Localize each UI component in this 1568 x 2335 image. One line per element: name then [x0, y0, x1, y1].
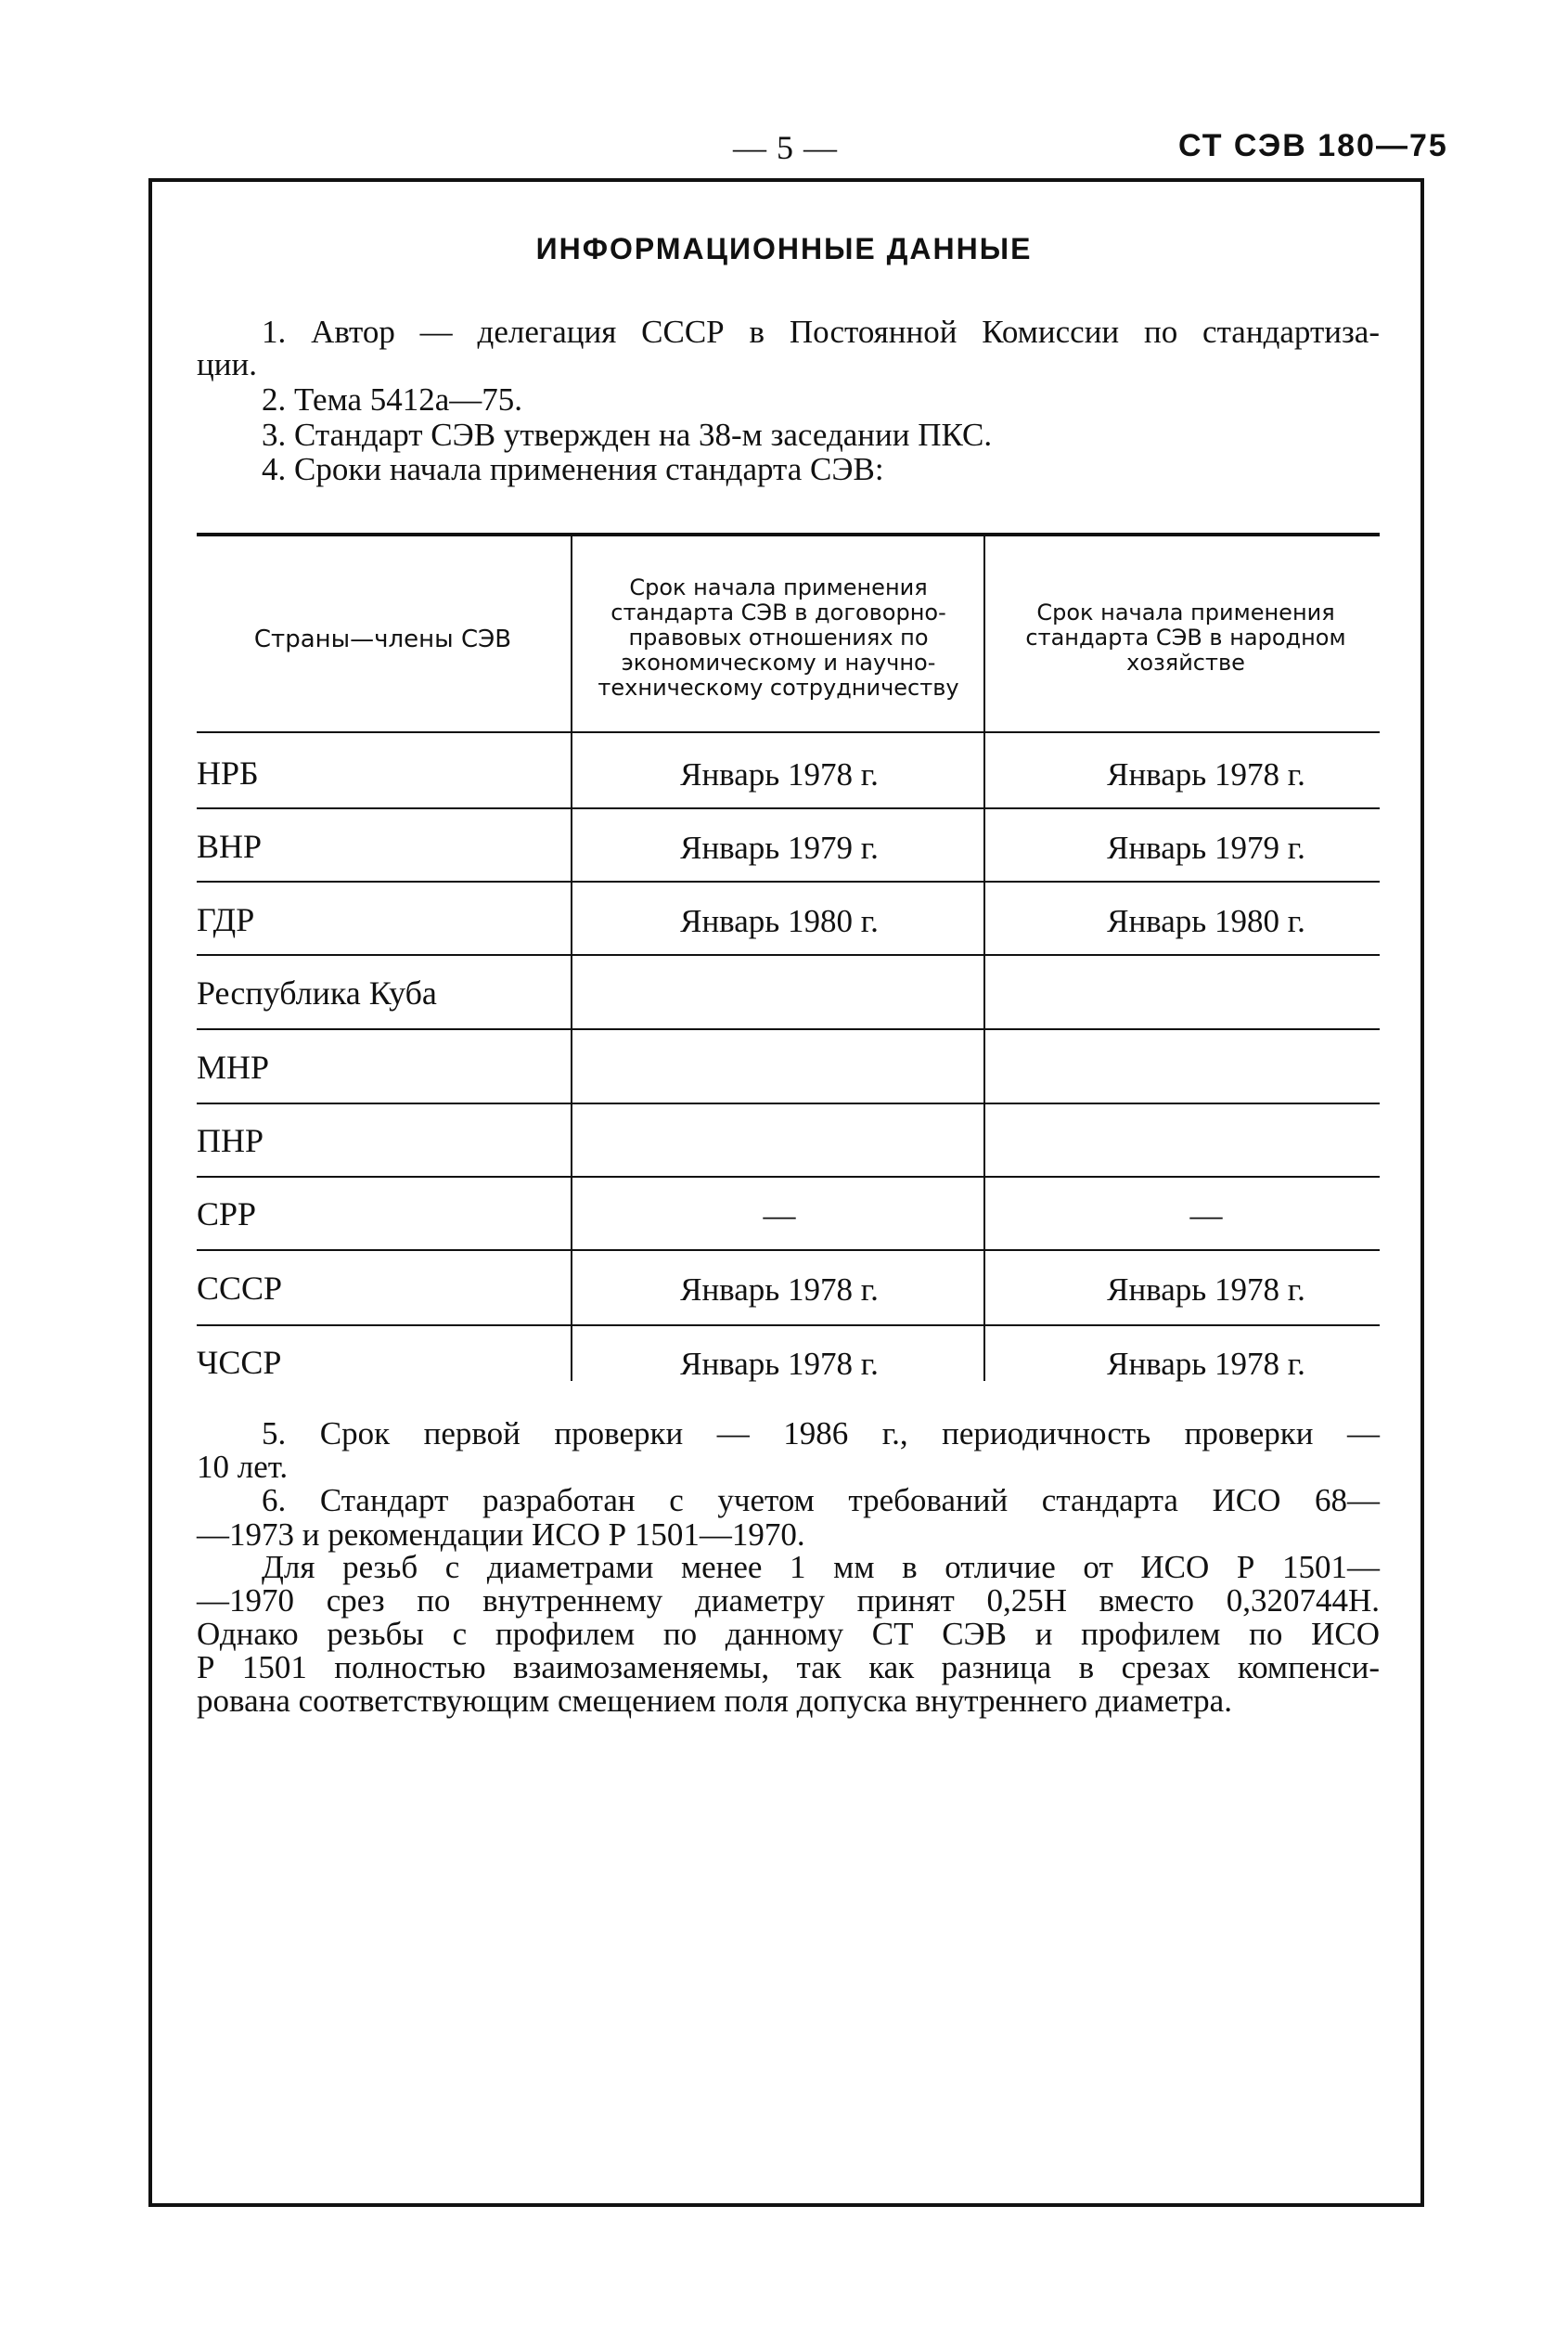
table-header-rule [197, 731, 1380, 733]
country-cell: ПНР [197, 1122, 264, 1159]
country-cell: ЧССР [197, 1344, 282, 1381]
table-header-economy-date: Срок начала применения стандарта СЭВ в народном хозяйстве [1025, 600, 1346, 676]
economy-date-cell: Январь 1978 г. [1107, 1271, 1305, 1308]
table-row-rule [197, 954, 1380, 956]
economy-date-cell: Январь 1978 г. [1107, 1346, 1305, 1382]
note-line-3: Однако резьбы с профилем по данному СТ СЭВ и профилем по ИСО [197, 1616, 1380, 1652]
contract-date-cell: Январь 1978 г. [680, 756, 879, 793]
economy-date-cell: Январь 1978 г. [1107, 756, 1305, 793]
contract-date-cell: Январь 1978 г. [680, 1271, 879, 1308]
item-1-line-2: ции. [197, 346, 257, 382]
table-header-countries: Страны—члены СЭВ [253, 626, 512, 653]
country-cell: Республика Куба [197, 974, 437, 1012]
item-6-line-2: —1973 и рекомендации ИСО Р 1501—1970. [197, 1516, 805, 1553]
note-line-4: Р 1501 полностью взаимозаменяемы, так как разница в срезах компенси- [197, 1649, 1380, 1685]
table-top-rule [197, 533, 1380, 536]
table-row-rule [197, 1176, 1380, 1178]
note-line-5: рована соответствующим смещением поля допуска внутреннего диаметра. [197, 1683, 1232, 1719]
table-column-divider-2 [983, 536, 985, 1381]
table-column-divider-1 [571, 536, 572, 1381]
country-cell: СРР [197, 1195, 257, 1232]
item-2: 2. Тема 5412а—75. [262, 381, 523, 418]
table-row-rule [197, 1324, 1380, 1326]
economy-date-cell: Январь 1979 г. [1107, 830, 1305, 866]
country-cell: НРБ [197, 755, 259, 792]
contract-date-cell: — [763, 1197, 796, 1233]
contract-date-cell: Январь 1980 г. [680, 903, 879, 939]
item-3: 3. Стандарт СЭВ утвержден на 38-м заседании ПКС. [262, 417, 993, 453]
note-line-2: —1970 срез по внутреннему диаметру принят 0,25H вместо 0,320744H. [197, 1582, 1380, 1619]
table-row-rule [197, 881, 1380, 883]
item-5-line-1: 5. Срок первой проверки — 1986 г., периодичность проверки — [262, 1415, 1380, 1451]
country-cell: МНР [197, 1049, 270, 1086]
note-line-1: Для резьб с диаметрами менее 1 мм в отличие от ИСО Р 1501— [262, 1549, 1380, 1585]
country-cell: ГДР [197, 901, 255, 938]
item-5-line-2: 10 лет. [197, 1449, 289, 1485]
item-6-line-1: 6. Стандарт разработан с учетом требований стандарта ИСО 68— [262, 1482, 1380, 1518]
economy-date-cell: Январь 1980 г. [1107, 903, 1305, 939]
contract-date-cell: Январь 1978 г. [680, 1346, 879, 1382]
page-number: — 5 — [733, 129, 838, 166]
table-row-rule [197, 1249, 1380, 1251]
document-code: СТ СЭВ 180—75 [1178, 128, 1448, 163]
table-row-rule [197, 1103, 1380, 1104]
country-cell: ВНР [197, 828, 263, 865]
country-cell: СССР [197, 1270, 283, 1307]
item-1-line-1: 1. Автор — делегация СССР в Постоянной Комиссии по стандартиза- [262, 314, 1380, 350]
contract-date-cell: Январь 1979 г. [680, 830, 879, 866]
table-row-rule [197, 1028, 1380, 1030]
section-title: ИНФОРМАЦИОННЫЕ ДАННЫЕ [535, 232, 1033, 265]
item-4: 4. Сроки начала применения стандарта СЭВ: [262, 451, 884, 487]
table-row-rule [197, 807, 1380, 809]
table-header-contract-date: Срок начала применения стандарта СЭВ в договорно-правовых отношениях по экономическому и научно-техническому сотрудничеству [598, 574, 959, 701]
economy-date-cell: — [1189, 1197, 1223, 1233]
